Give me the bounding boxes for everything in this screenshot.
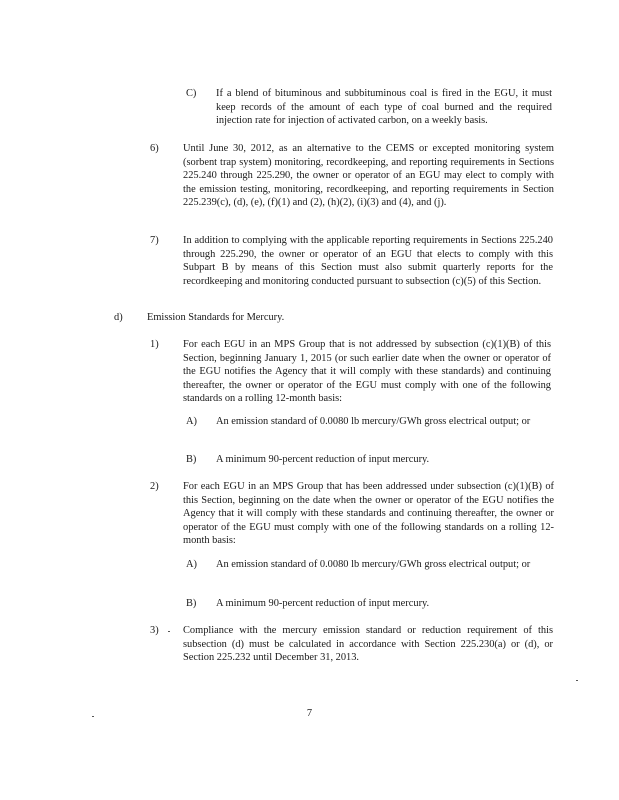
item-text-c: If a blend of bituminous and subbituminous coal is fired in the EGU, it must keep records of the amount of each type of coal burned and the required injection rate for injection of activated carbon, on a weekly basis. (216, 88, 552, 127)
scan-speck (168, 631, 170, 632)
subitem-label-1a: A) (186, 416, 197, 427)
subitem-label-2a: A) (186, 559, 197, 570)
section-heading-d: Emission Standards for Mercury. (147, 312, 285, 323)
item-label-3: 3) (150, 625, 159, 636)
item-label-7: 7) (150, 235, 159, 246)
item-label-6: 6) (150, 143, 159, 154)
scan-speck (92, 716, 94, 717)
subitem-label-2b: B) (186, 598, 197, 609)
item-text-3: Compliance with the mercury emission standard or reduction requirement of this subsection (d) must be calculated in accordance with Section 225.230(a) or (d), or Section 225.232 until December 31, 2013. (183, 625, 553, 664)
item-text-6: Until June 30, 2012, as an alternative to the CEMS or excepted monitoring system (sorbent trap system) monitoring, recordkeeping, and reporting requirements in Sections 225.240 through 225.290, the owner or operator of an EGU may elect to comply with the emission testing, monitoring, recordkeeping, and reporting requirements in Section 225.239(c), (d), (e), (f)(1) and (2), (h)(2), (i)(3) and (4), and (j). (183, 143, 554, 209)
item-label-2: 2) (150, 481, 159, 492)
item-text-2: For each EGU in an MPS Group that has been addressed under subsection (c)(1)(B) of this Section, beginning on the date when the owner or operator of the EGU notifies the Agency that it will comply with these standards and continuing thereafter, the owner or operator of the EGU must comply with one of the following standards on a rolling 12-month basis: (183, 481, 554, 547)
item-label-1: 1) (150, 339, 159, 350)
subitem-text-2b: A minimum 90-percent reduction of input mercury. (216, 598, 430, 609)
section-label-d: d) (114, 312, 123, 323)
item-label-c: C) (186, 88, 197, 99)
item-text-7: In addition to complying with the applicable reporting requirements in Sections 225.240 through 225.290, the owner or operator of an EGU that elects to comply with this Subpart B by means of this Section must also submit quarterly reports for the recordkeeping and monitoring conducted pursuant to subsection (c)(5) of this Section. (183, 235, 553, 287)
scan-speck (576, 680, 578, 681)
subitem-text-2a: An emission standard of 0.0080 lb mercury/GWh gross electrical output; or (216, 559, 531, 570)
subitem-label-1b: B) (186, 454, 197, 465)
subitem-text-1a: An emission standard of 0.0080 lb mercury/GWh gross electrical output; or (216, 416, 531, 427)
subitem-text-1b: A minimum 90-percent reduction of input mercury. (216, 454, 430, 465)
page-number: 7 (306, 708, 313, 719)
item-text-1: For each EGU in an MPS Group that is not addressed by subsection (c)(1)(B) of this Section, beginning January 1, 2015 (or such earlier date when the owner or operator of the EGU notifies the Agency that it will comply with these standards) and continuing thereafter, the owner or operator of the EGU must comply with one of the following standards on a rolling 12-month basis: (183, 339, 551, 405)
